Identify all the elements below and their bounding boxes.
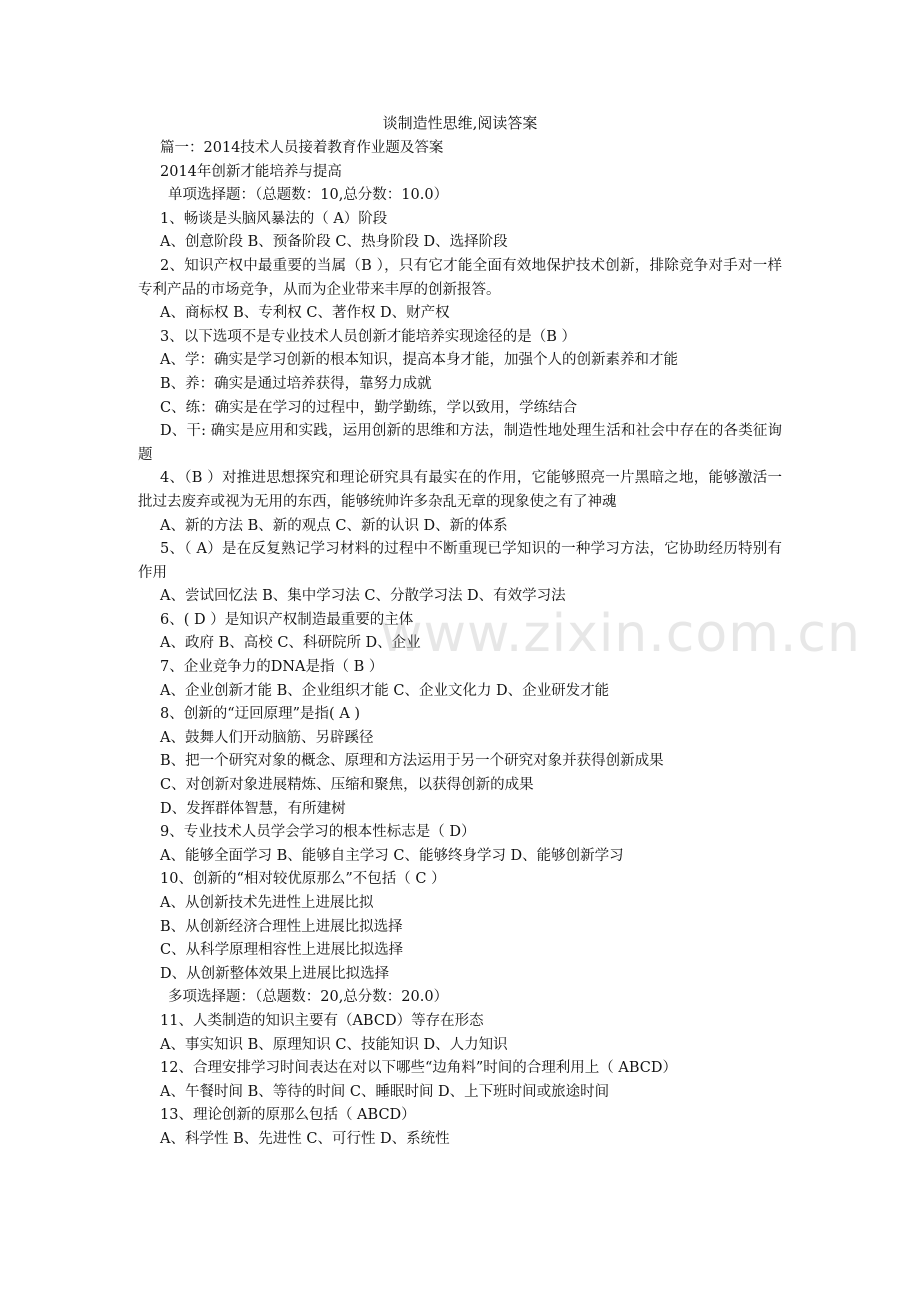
text-line: 7、企业竞争力的DNA是指（ B ） (160, 659, 384, 676)
text-line: A、科学性 B、先进性 C、可行性 D、系统性 (160, 1130, 450, 1147)
text-line: 多项选择题：（总题数：20,总分数：20.0） (168, 989, 449, 1006)
text-line: 11、人类制造的知识主要有（ABCD）等存在形态 (160, 1012, 484, 1029)
text-line: 9、专业技术人员学会学习的根本性标志是（ D） (160, 824, 476, 841)
document-body (138, 137, 782, 1152)
text-line: A、商标权 B、专利权 C、著作权 D、财产权 (160, 305, 450, 322)
text-line: 5、（ A）是在反复熟记学习材料的过程中不断重现已学知识的一种学习方法，它协助经历特别有作用 (138, 541, 782, 581)
site-watermark: www.zixin.com.cn (380, 604, 861, 664)
text-line: A、学：确实是学习创新的根本知识，提高本身才能，加强个人的创新素养和才能 (160, 352, 678, 369)
text-line: D、干: 确实是应用和实践，运用创新的思维和方法，制造性地处理生活和社会中存在的各类征询题 (138, 423, 782, 463)
text-line: B、养：确实是通过培养获得，靠努力成就 (160, 375, 432, 392)
text-line: 4、（B ）对推进思想探究和理论研究具有最实在的作用，它能够照亮一片黑暗之地，能够激活一批过去废弃或视为无用的东西，能够统帅许多杂乱无章的现象使之有了神魂 (138, 470, 782, 510)
text-line: A、新的方法 B、新的观点 C、新的认识 D、新的体系 (160, 517, 508, 534)
text-line: A、能够全面学习 B、能够自主学习 C、能够终身学习 D、能够创新学习 (160, 847, 624, 864)
text-line: A、鼓舞人们开动脑筋、另辟蹊径 (160, 729, 374, 746)
text-line: 6、( D ）是知识产权制造最重要的主体 (160, 611, 414, 628)
document-title: 谈制造性思维,阅读答案 (382, 114, 538, 132)
text-line: A、企业创新才能 B、企业组织才能 C、企业文化力 D、企业研发才能 (160, 682, 610, 699)
text-line: D、发挥群体智慧，有所建树 (160, 800, 346, 817)
text-line: 13、理论创新的原那么包括（ ABCD） (160, 1107, 416, 1124)
text-line: B、把一个研究对象的概念、原理和方法运用于另一个研究对象并获得创新成果 (160, 753, 664, 770)
text-line: 3、以下选项不是专业技术人员创新才能培养实现途径的是（B ） (160, 328, 576, 345)
text-line: A、从创新技术先进性上进展比拟 (160, 895, 374, 911)
text-line: C、从科学原理相容性上进展比拟选择 (160, 942, 404, 959)
text-line: C、对创新对象进展精炼、压缩和聚焦，以获得创新的成果 (160, 777, 534, 794)
text-line: A、创意阶段 B、预备阶段 C、热身阶段 D、选择阶段 (160, 234, 508, 251)
text-line: 2014年创新才能培养与提高 (160, 163, 342, 180)
text-line: 12、合理安排学习时间表达在对以下哪些“边角料”时间的合理利用上（ ABCD） (160, 1060, 677, 1077)
text-line: 单项选择题：（总题数：10,总分数：10.0） (168, 187, 449, 204)
text-line: A、政府 B、高校 C、科研院所 D、企业 (160, 635, 421, 652)
text-line: D、从创新整体效果上进展比拟选择 (160, 965, 390, 982)
text-line: A、事实知识 B、原理知识 C、技能知识 D、人力知识 (160, 1036, 508, 1053)
text-line: C、练：确实是在学习的过程中，勤学勤练，学以致用，学练结合 (160, 399, 578, 416)
text-line: 10、创新的“相对较优原那么”不包括（ C ） (160, 871, 446, 888)
text-line: A、尝试回忆法 B、集中学习法 C、分散学习法 D、有效学习法 (160, 588, 566, 605)
text-line: A、午餐时间 B、等待的时间 C、睡眠时间 D、上下班时间或旅途时间 (160, 1083, 610, 1100)
text-line: B、从创新经济合理性上进展比拟选择 (160, 918, 403, 935)
text-line: 篇一：2014技术人员接着教育作业题及答案 (160, 140, 444, 156)
text-line: 2、知识产权中最重要的当属（B ），只有它才能全面有效地保护技术创新，排除竞争对手对一样专利产品的市场竞争，从而为企业带来丰厚的创新报答。 (138, 257, 782, 298)
text-line: 8、创新的“迂回原理”是指( A ) (160, 706, 361, 723)
text-line: 1、畅谈是头脑风暴法的（ A）阶段 (160, 210, 388, 227)
